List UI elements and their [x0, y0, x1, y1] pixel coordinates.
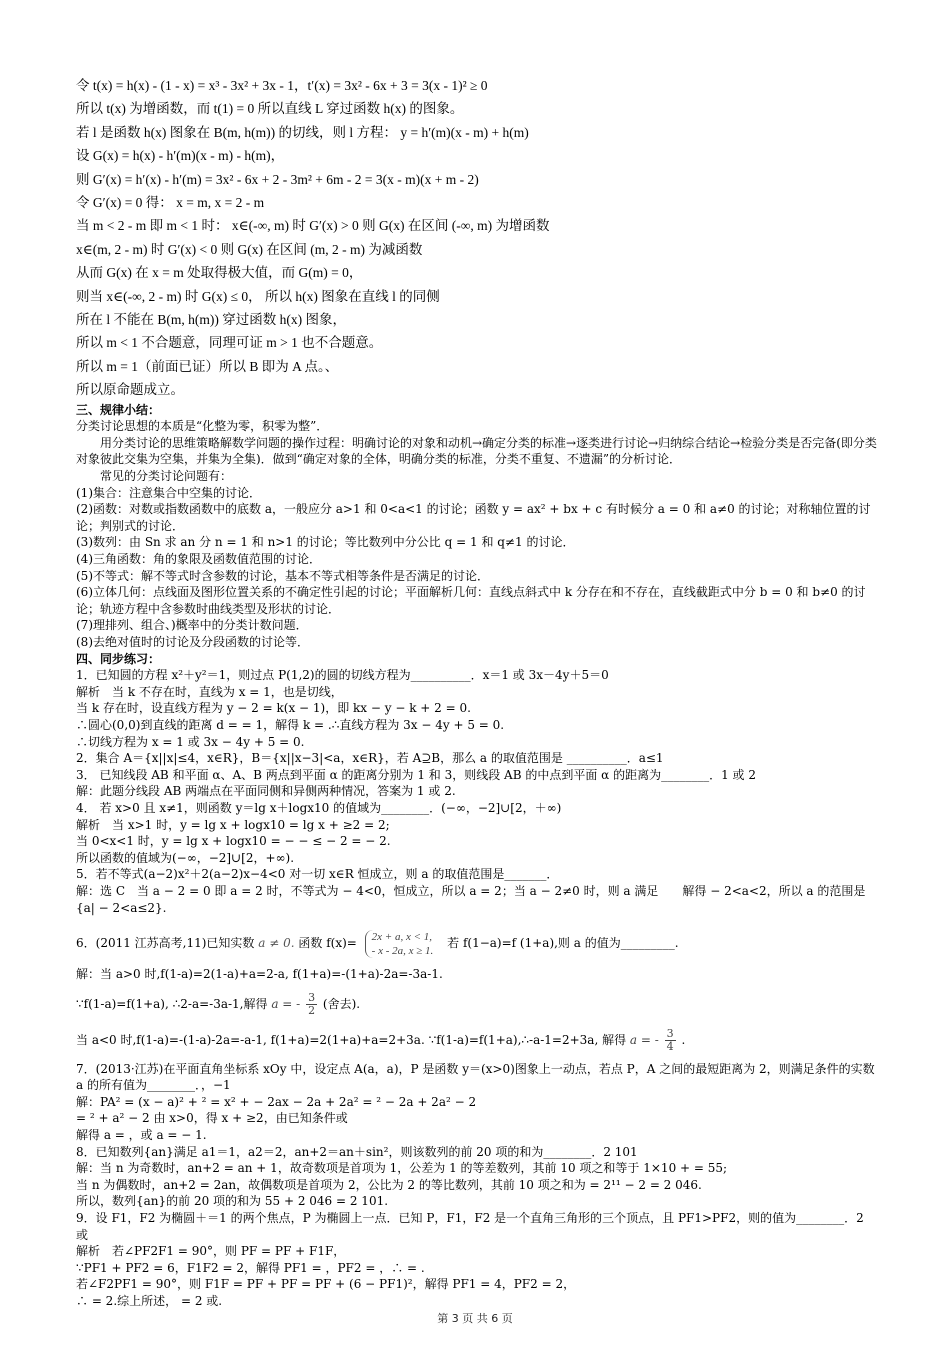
summary-line-2: 用分类讨论的思维策略解数学问题的操作过程：明确讨论的对象和动机→确定分类的标准→逐类进行讨论→归纳综合结论→检验分类是否完备(即分类对象彼此交集为空集，并集为全集)．做到“确定对象的全体，明确分类的标准，分类不重复、不遗漏”的分析讨论． — [76, 435, 877, 467]
problem-4-question: 4． 若 x>0 且 x≠1，则函数 y＝lg x＋logx10 的值域为________．(−∞，−2]∪[2，＋∞) — [76, 800, 562, 815]
summary-item-2: (2)函数：对数或指数函数中的底数 a，一般应分 a>1 和 0<a<1 的讨论；函数 y = ax² + bx + c 有时候分 a = 0 和 a≠0 的讨论；对称轴位置的讨论；判别式的讨论． — [76, 502, 871, 533]
problem-6-answer-3-tail: . — [681, 1032, 686, 1047]
problem-6-answer-2-var: a = - — [271, 996, 301, 1011]
problem-9-answer-line: ∵PF1 + PF2 = 6，F1F2 = 2，解得 PF1 = ，PF2 = ，∴ = . — [76, 1260, 425, 1275]
fraction-3-4 — [665, 1028, 676, 1053]
page-footer: 第 3 页 共 6 页 — [437, 1312, 513, 1325]
proof-line-13: 所以 m = 1（前面已证）所以 B 即为 A 点。、 — [76, 358, 339, 374]
problem-8-answer-line: 当 n 为偶数时，an+2 = 2an，故偶数项是首项为 2，公比为 2 的等比数列，其前 10 项之和为 = 2¹¹ − 2 = 2 046. — [76, 1177, 702, 1192]
problem-1-answer-line: ∴切线方程为 x = 1 或 3x − 4y + 5 = 0. — [76, 734, 305, 749]
problem-6-answer-3 — [76, 1025, 878, 1055]
problem-6-answer-1: 解：当 a>0 时,f(1-a)=2(1-a)+a=2-a, f(1+a)=-(1+a)-2a=-3a-1. — [76, 967, 443, 982]
summary-item-4: (4)三角函数：角的象限及函数值范围的讨论． — [76, 552, 321, 567]
page-content — [76, 74, 878, 1310]
problem-1-answer-line: 当 k 存在时，设直线方程为 y − 2 = k(x − 1)，即 kx − y − k + 2 = 0. — [76, 701, 471, 716]
problem-6-question — [76, 926, 878, 960]
problem-4-answer-line: 所以函数的值域为(−∞，−2]∪[2，+∞). — [76, 850, 295, 865]
proof-line-4: 设 G(x) = h(x) - h′(m)(x - m) - h(m)， — [76, 148, 285, 164]
summary-item-8: (8)去绝对值时的讨论及分段函数的讨论等． — [76, 635, 309, 649]
problem-9-answer-line: ∴ = 2.综上所述， = 2 或. — [76, 1294, 223, 1308]
fraction-denominator: 2 — [308, 1003, 316, 1017]
problem-1-answer-line: ∴圆心(0,0)到直线的距离 d = = 1，解得 k = .∴直线方程为 3x − 4y + 5 = 0. — [76, 717, 505, 732]
proof-line-14: 所以原命题成立。 — [76, 382, 184, 398]
problem-6-answer-2-tail: (舍去). — [322, 996, 361, 1011]
proof-line-9: 从而 G(x) 在 x = m 处取得极大值，而 G(m) = 0， — [76, 265, 363, 281]
summary-item-3: (3)数列：由 Sn 求 an 分 n = 1 和 n>1 的讨论；等比数列中分公比 q = 1 和 q≠1 的讨论． — [76, 535, 575, 550]
proof-line-8: x∈(m, 2 - m) 时 G′(x) < 0 则 G(x) 在区间 (m, 2 - m) 为减函数 — [76, 241, 423, 257]
fraction-denominator: 4 — [666, 1039, 674, 1053]
practice-heading: 四、同步练习： — [76, 651, 161, 666]
proof-lines — [76, 74, 878, 402]
problem-6-answer-3-var: a = - — [629, 1032, 659, 1047]
problem-6-prefix: 6．(2011 江苏高考,11)已知实数 — [76, 936, 255, 951]
problem-8-answer-line: 所以，数列{an}的前 20 项的和为 55 + 2 046 = 2 101. — [76, 1194, 389, 1209]
problem-1-answer-line: 解析 当 k 不存在时，直线为 x = 1，也是切线， — [76, 684, 343, 699]
problem-6-answer-2 — [76, 989, 878, 1019]
problem-3-question: 3． 已知线段 AB 和平面 α、A、B 两点到平面 α 的距离分别为 1 和 3，则线段 AB 的中点到平面 α 的距离为________．1 或 2 — [76, 767, 756, 782]
fraction-3-2 — [306, 992, 317, 1017]
problem-4-answer-line: 当 0<x<1 时，y = lg x + logx10 = − − ≤ − 2 = − 2. — [76, 834, 391, 849]
summary-line-1: 分类讨论思想的本质是“化整为零，积零为整”． — [76, 419, 329, 434]
problem-5-answer: 解：选 C 当 a − 2 = 0 即 a = 2 时，不等式为 − 4<0，恒成立，所以 a = 2；当 a − 2≠0 时，则 a 满足 解得 − 2<a<2，所以 a 的范围是{a| − 2<a≤2}. — [76, 883, 866, 915]
problem-6-answer-2-text: ∵f(1-a)=f(1+a), ∴2-a=-3a-1,解得 — [76, 996, 268, 1011]
problem-7-question: 7．(2013·江苏)在平面直角坐标系 xOy 中，设定点 A(a，a)，P 是函数 y＝(x>0)图象上一动点，若点 P，A 之间的最短距离为 2，则满足条件的实数 a 的所有值为________．，−1 — [76, 1061, 875, 1093]
fraction-numerator: 3 — [308, 990, 316, 1004]
problem-7-answer-line: 解：PA² = (x − a)² + ² = x² + − 2ax − 2a + 2a² = ² − 2a + 2a² − 2 — [76, 1094, 477, 1109]
proof-line-11: 所在 l 不能在 B(m, h(m)) 穿过函数 h(x) 图象， — [76, 312, 346, 328]
proof-line-3: 若 l 是函数 h(x) 图象在 B(m, h(m)) 的切线，则 l 方程： y = h′(m)(x - m) + h(m) — [76, 124, 529, 140]
problem-2-question: 2．集合 A＝{x||x|≤4，x∈R}，B＝{x||x−3|<a，x∈R}，若 A⊇B，那么 a 的取值范围是 __________．a≤1 — [76, 751, 664, 766]
problem-4-answer-line: 解析 当 x>1 时，y = lg x + logx10 = lg x + ≥2 = 2; — [76, 817, 390, 832]
summary-item-7: (7)理排列、组合、)概率中的分类计数问题． — [76, 618, 308, 633]
summary-item-6: (6)立体几何：点线面及图形位置关系的不确定性引起的讨论；平面解析几何：直线点斜式中 k 分存在和不存在，直线截距式中分 b = 0 和 b≠0 的讨论；轨迹方程中含参数时曲线类型及形状的讨论． — [76, 585, 866, 616]
problem-9-answer-line: 若∠F2PF1 = 90°，则 F1F = PF + PF = PF + (6 − PF1)²，解得 PF1 = 4，PF2 = 2， — [76, 1277, 576, 1292]
proof-line-10: 则当 x∈(-∞, 2 - m) 时 G(x) ≤ 0， 所以 h(x) 图象在直线 l 的同侧 — [76, 288, 440, 304]
problem-9-answer-line: 解析 若∠PF2F1 = 90°，则 PF = PF + F1F， — [76, 1244, 346, 1259]
problem-1-question: 1．已知圆的方程 x²＋y²＝1，则过点 P(1,2)的圆的切线方程为__________．x＝1 或 3x－4y＋5＝0 — [76, 668, 609, 683]
problem-5-question: 5．若不等式(a−2)x²＋2(a−2)x−4<0 对一切 x∈R 恒成立，则 a 的取值范围是_______． — [76, 867, 559, 882]
summary-item-1: (1)集合：注意集合中空集的讨论． — [76, 485, 261, 500]
problem-8-question: 8．已知数列{an}满足 a1＝1，a2＝2，an+2＝an＋sin²，则该数列的前 20 项的和为________．2 101 — [76, 1144, 638, 1159]
proof-line-2: 所以 t(x) 为增函数，而 t(1) = 0 所以直线 L 穿过函数 h(x) 的图象。 — [76, 101, 464, 117]
problem-6-condition: a ≠ 0. — [258, 936, 295, 951]
summary-heading: 三、规律小结： — [76, 402, 161, 417]
piecewise-function — [365, 930, 440, 958]
problem-6-function-label: 函数 f(x)= — [298, 936, 357, 951]
summary-line-3: 常见的分类讨论问题有： — [100, 469, 233, 484]
problem-8-answer-line: 解：当 n 为奇数时，an+2 = an + 1，故奇数项是首项为 1，公差为 1 的等差数列，其前 10 项之和等于 1×10 + = 55; — [76, 1161, 728, 1176]
fraction-numerator: 3 — [666, 1026, 674, 1040]
problem-9-question: 9．设 F1，F2 为椭圆＋＝1 的两个焦点，P 为椭圆上一点．已知 P，F1，F2 是一个直角三角形的三个顶点，且 PF1>PF2，则的值为________．2 或 — [76, 1211, 864, 1242]
problem-6-suffix: 若 f(1−a)=f (1+a),则 a 的值为_________. — [447, 936, 679, 951]
proof-line-5: 则 G′(x) = h′(x) - h′(m) = 3x² - 6x + 2 - 3m² + 6m - 2 = 3(x - m)(x + m - 2) — [76, 171, 479, 187]
problem-7-answer-line: = ² + a² − 2 由 x>0，得 x + ≥2，由已知条件或 — [76, 1111, 348, 1126]
proof-line-1: 令 t(x) = h(x) - (1 - x) = x³ - 3x² + 3x - 1，t′(x) = 3x² - 6x + 3 = 3(x - 1)² ≥ 0 — [76, 78, 488, 93]
summary-item-5: (5)不等式：解不等式时含参数的讨论，基本不等式相等条件是否满足的讨论． — [76, 568, 490, 583]
proof-line-12: 所以 m < 1 不合题意，同理可证 m > 1 也不合题意。 — [76, 335, 383, 351]
problem-6-answer-3-text: 当 a<0 时,f(1-a)=-(1-a)-2a=-a-1, f(1+a)=2(1+a)+a=2+3a. ∵f(1-a)=f(1+a),∴-a-1=2+3a, 解得 — [76, 1032, 627, 1047]
proof-line-7: 当 m < 2 - m 即 m < 1 时： x∈(-∞, m) 时 G′(x) > 0 则 G(x) 在区间 (-∞, m) 为增函数 — [76, 218, 550, 234]
piece-bottom: - x - 2a, x ≥ 1. — [371, 944, 434, 957]
problem-3-answer: 解：此题分线段 AB 两端点在平面同侧和异侧两种情况，答案为 1 或 2. — [76, 784, 456, 799]
piece-top: 2x + a, x < 1, — [371, 930, 433, 943]
proof-line-6: 令 G′(x) = 0 得： x = m, x = 2 - m — [76, 195, 265, 211]
problem-7-answer-line: 解得 a = ，或 a = − 1. — [76, 1128, 207, 1143]
